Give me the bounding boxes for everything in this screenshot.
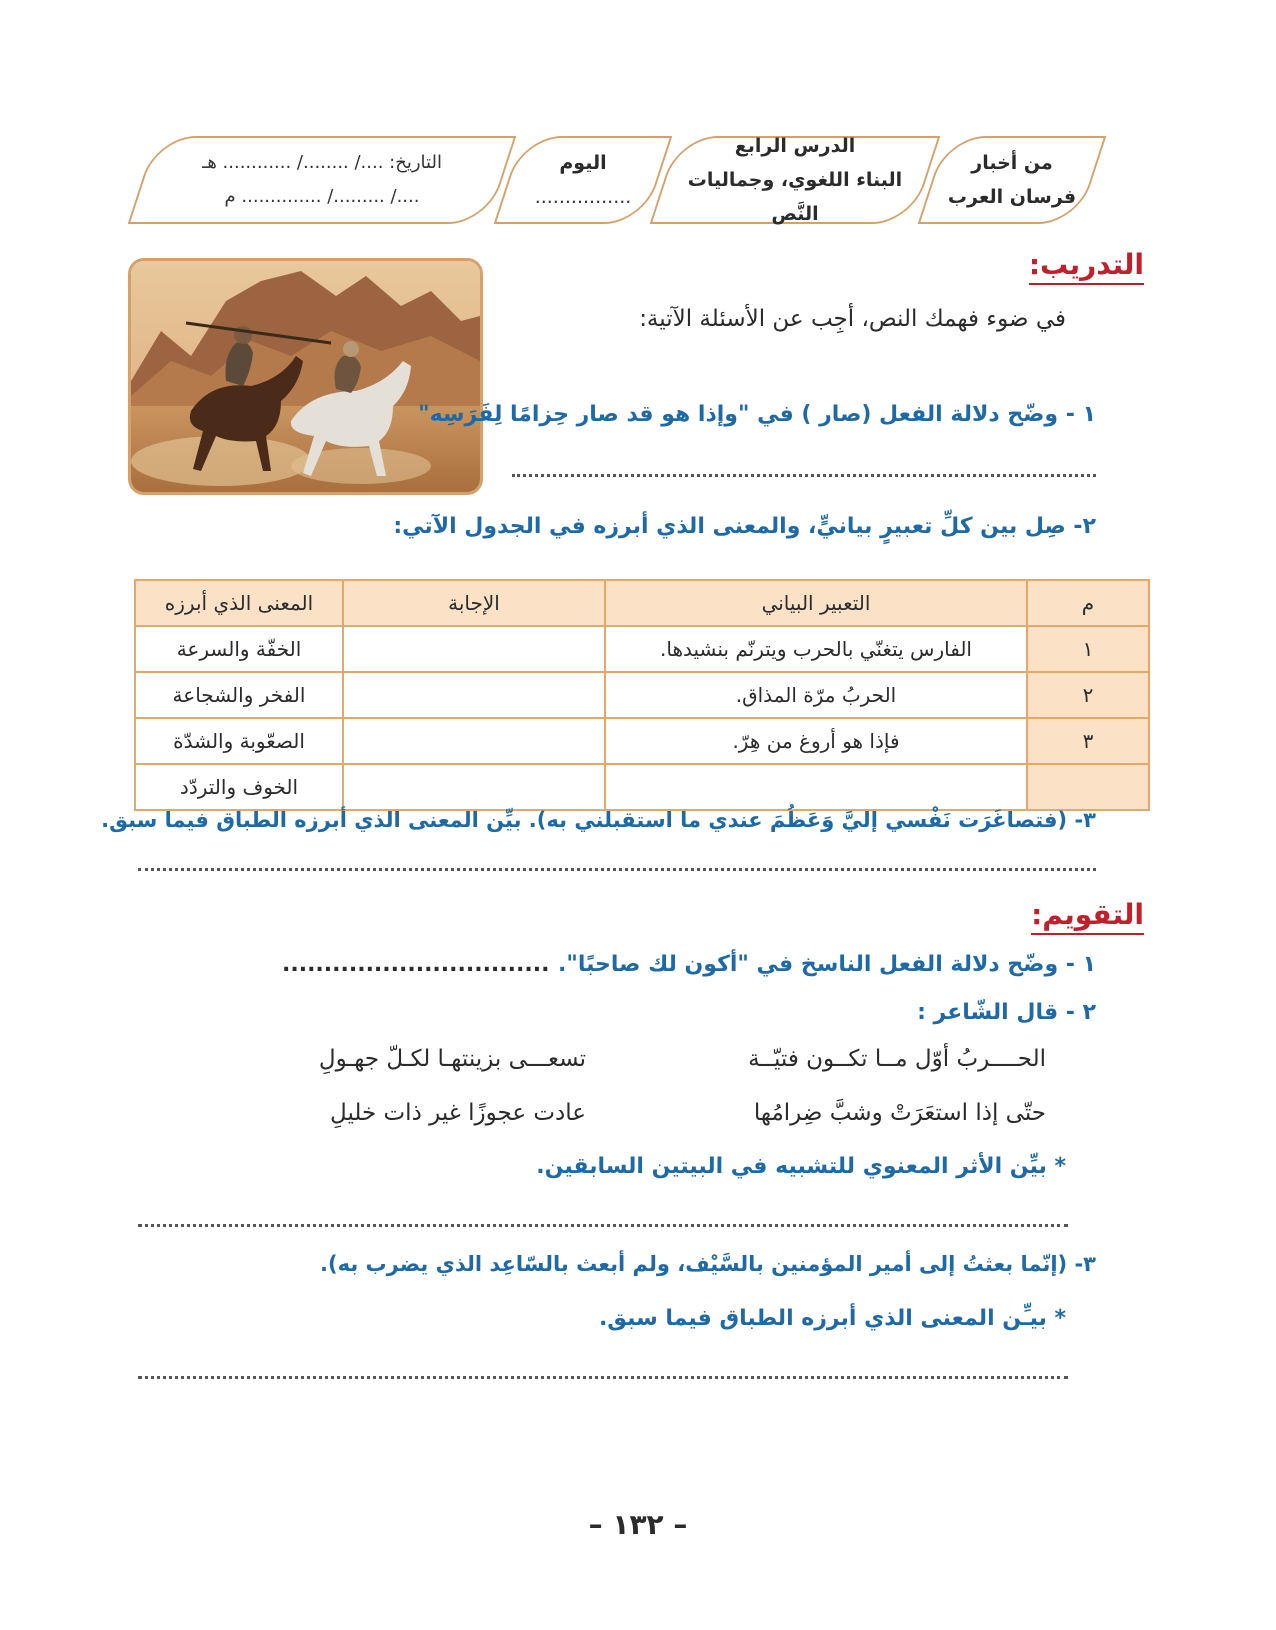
training-question-3: ٣- (فتصاغَرَت نَفْسي إليَّ وَعَظُمَ عندي ما استقبلني به). بيِّن المعنى الذي أبرزه الطباق فيما سبق.: [101, 808, 1096, 832]
col-header-expression: التعبير البياني: [605, 580, 1027, 626]
row-answer-cell[interactable]: [343, 672, 605, 718]
evaluation-question-3: ٣- (إنّما بعثتُ إلى أمير المؤمنين بالسَّيْف، ولم أبعث بالسّاعِد الذي يضرب به).: [320, 1252, 1096, 1276]
row-meaning: الصعّوبة والشدّة: [135, 718, 343, 764]
evaluation-question-2-task: * بيِّن الأثر المعنوي للتشبيه في البيتين السابقين.: [536, 1154, 1066, 1179]
row-answer-cell[interactable]: [343, 626, 605, 672]
header-tab-day: [508, 136, 658, 224]
row-meaning: الفخر والشجاعة: [135, 672, 343, 718]
evaluation-question-1: ١ - وضّح دلالة الفعل الناسخ في "أكون لك صاحبًا".: [558, 952, 1096, 977]
row-number: ١: [1027, 626, 1149, 672]
page-number: – ١٣٢ –: [588, 1508, 688, 1541]
training-intro: في ضوء فهمك النص، أجِب عن الأسئلة الآتية:: [639, 306, 1066, 332]
table-row: [135, 672, 1149, 718]
evaluation-question-3-task: * بيـِّن المعنى الذي أبرزه الطباق فيما سبق.: [598, 1306, 1066, 1331]
row-number: ٢: [1027, 672, 1149, 718]
evaluation-question-1-blank[interactable]: ................................: [282, 952, 550, 977]
col-header-meaning: المعنى الذي أبرزه: [135, 580, 343, 626]
date-gregorian[interactable]: ..../ ........./ .............. م: [224, 186, 420, 207]
matching-table: [134, 579, 1150, 811]
header-tab-date: [142, 136, 502, 224]
row-meaning: الخوف والتردّد: [135, 764, 343, 810]
row-expression: فإذا هو أروغ من هِرّ.: [605, 718, 1027, 764]
row-number: [1027, 764, 1149, 810]
topic-line2: فرسان العرب: [947, 186, 1077, 208]
verse-2-first-hemistich: حتّى إذا استعَرَتْ وشبَّ ضِرامُها: [753, 1100, 1046, 1126]
row-expression: [605, 764, 1027, 810]
header-tab-lesson: [664, 136, 926, 224]
table-row: [135, 764, 1149, 810]
topic-line1: من أخبار: [971, 152, 1053, 174]
row-expression: الفارس يتغنّي بالحرب ويترنّم بنشيدها.: [605, 626, 1027, 672]
verse-1-first-hemistich: الحــــربُ أوّل مــا تكــون فتيّــة: [748, 1046, 1046, 1072]
answer-line-3[interactable]: [138, 1224, 1068, 1227]
day-label: اليوم: [559, 152, 607, 174]
day-blank[interactable]: ................: [534, 186, 632, 208]
row-number: ٣: [1027, 718, 1149, 764]
verse-2-second-hemistich: عادت عجوزًا غير ذات خليلِ: [330, 1100, 586, 1126]
horsemen-photo: [128, 258, 483, 495]
lesson-line2: البناء اللغوي، وجماليات النَّص: [687, 169, 903, 225]
row-answer-cell[interactable]: [343, 718, 605, 764]
answer-line-1[interactable]: [512, 474, 1096, 477]
table-header-row: [135, 580, 1149, 626]
col-header-answer: الإجابة: [343, 580, 605, 626]
table-row: [135, 718, 1149, 764]
verse-1-second-hemistich: تسعـــى بزينتهـا لكـلّ جهـولِ: [318, 1046, 586, 1072]
table-row: [135, 626, 1149, 672]
horsemen-illustration: [131, 261, 480, 492]
training-question-2: ٢- صِل بين كلِّ تعبيرٍ بيانيٍّ، والمعنى الذي أبرزه في الجدول الآتي:: [393, 514, 1096, 539]
lesson-line1: الدرس الرابع: [734, 135, 856, 157]
training-question-1: ١ - وضّح دلالة الفعل (صار ) في "وإذا هو قد صار حِزامًا لِفَرَسِه": [418, 402, 1096, 427]
evaluation-title: التقويم:: [1031, 898, 1144, 935]
row-answer-cell[interactable]: [343, 764, 605, 810]
evaluation-question-2: ٢ - قال الشّاعر :: [917, 1000, 1096, 1025]
training-title: التدريب:: [1029, 248, 1144, 285]
row-expression: الحربُ مرّة المذاق.: [605, 672, 1027, 718]
answer-line-4[interactable]: [138, 1376, 1068, 1379]
row-meaning: الخفّة والسرعة: [135, 626, 343, 672]
answer-line-2[interactable]: [138, 868, 1096, 871]
col-header-number: م: [1027, 580, 1149, 626]
header-tab-topic: [932, 136, 1092, 224]
date-hijri[interactable]: التاريخ: ..../ ......../ ............ هـ: [202, 152, 442, 173]
